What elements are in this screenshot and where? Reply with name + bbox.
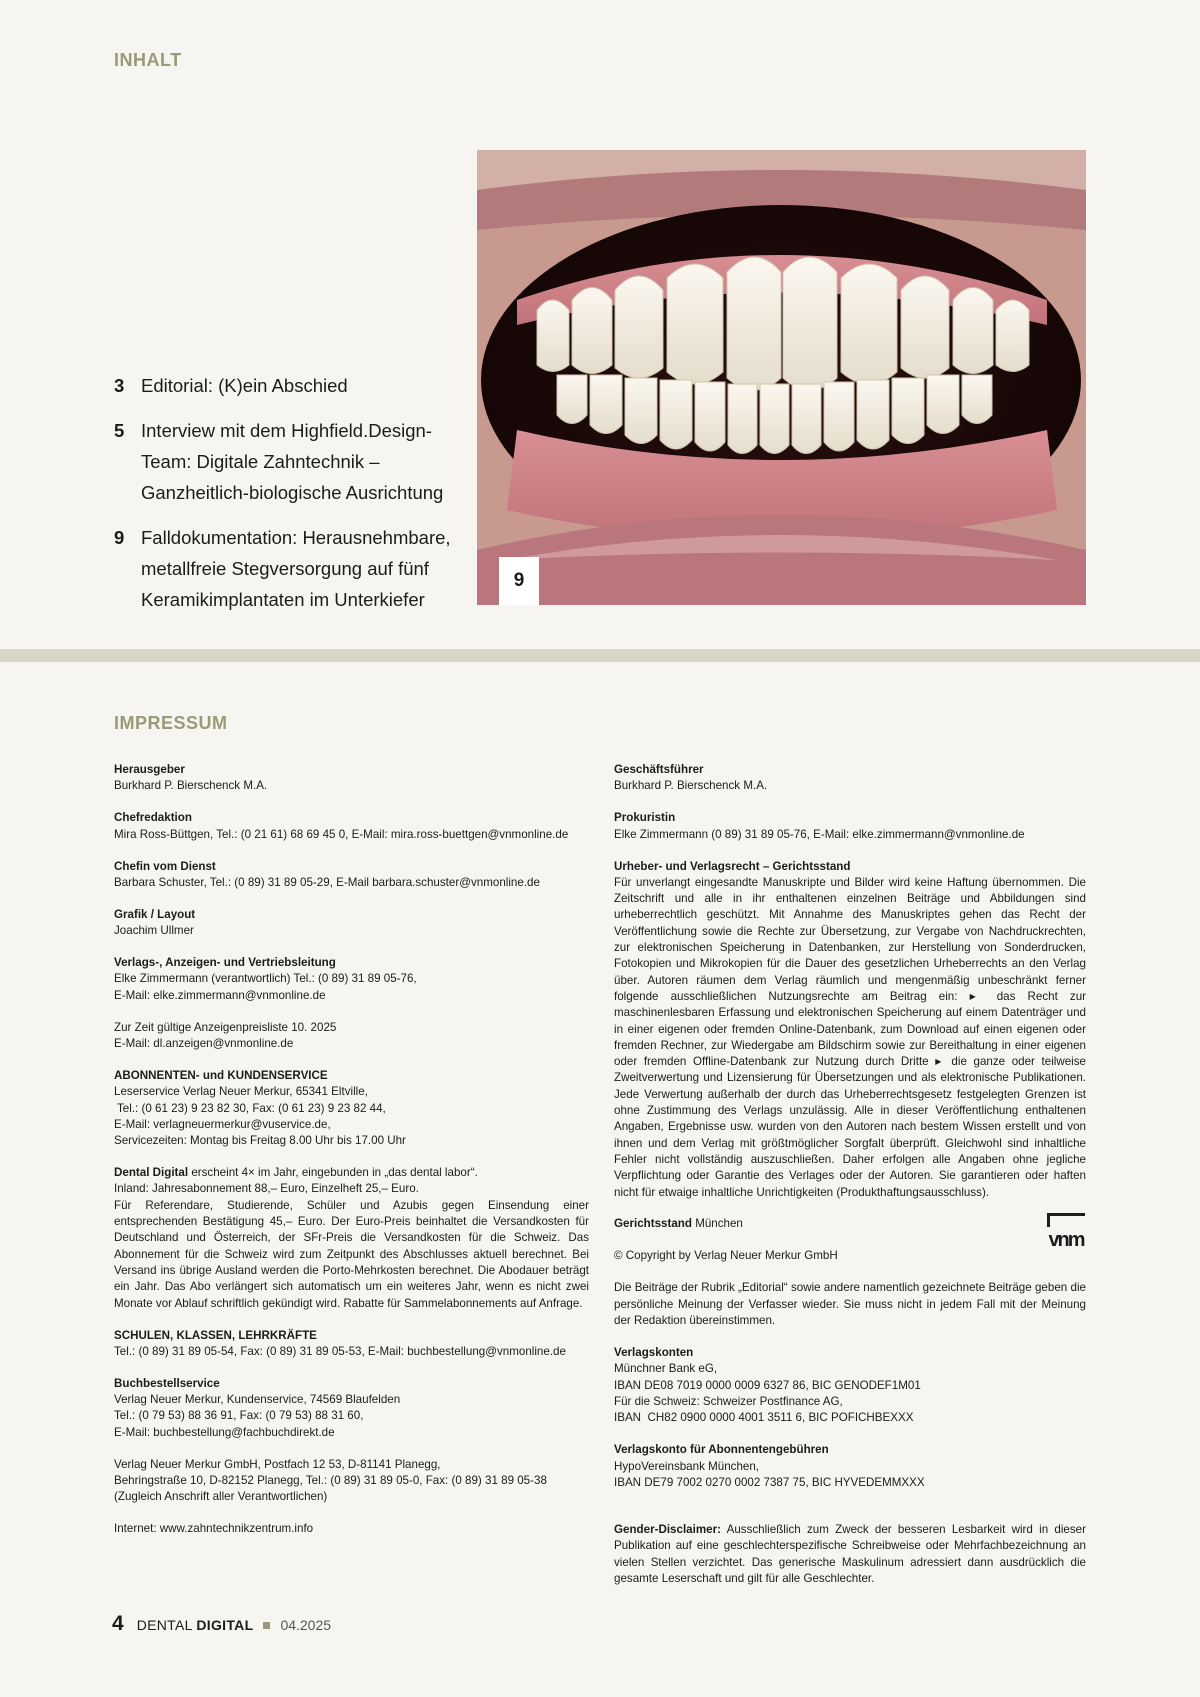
schulen-block [114, 1328, 589, 1361]
toc-title: Interview mit dem Highfield.Design-Team: Digitale Zahntechnik – Ganzheitlich-biologische Ausrichtung [141, 420, 444, 503]
chefredaktion-text: Mira Ross-Büttgen, Tel.: (0 21 61) 68 69 45 0, E-Mail: mira.ross-buettgen@vnmonline.de [114, 827, 569, 841]
gender-disclaimer-text: Ausschließlich zum Zweck der besseren Lesbarkeit wird in dieser Publikation auf eine geschlechterspezifische Schreibweise oder Mehrfachbezeichnung an vielen Stellen verzichtet. Das generische Maskulinum adressiert dann ausdrücklich die gesamte Leserschaft und gilt für alle Geschlechter. [614, 1523, 1086, 1585]
prokuristin-block [614, 810, 1086, 843]
chefredaktion-label: Chefredaktion [114, 811, 192, 825]
geschaeftsfuehrer-block [614, 762, 1086, 795]
dental-digital-preise: Inland: Jahresabonnement 88,– Euro, Einzelheft 25,– Euro. [114, 1182, 419, 1196]
verlagskonten-line: IBAN DE08 7019 0000 0009 6327 86, BIC GENODEF1M01 [614, 1378, 921, 1392]
copyright-text: © Copyright by Verlag Neuer Merkur GmbH [614, 1249, 838, 1263]
herausgeber-text: Burkhard P. Bierschenck M.A. [114, 779, 268, 793]
urheberrecht-label: Urheber- und Verlagsrecht – Gerichtsstand [614, 859, 851, 873]
grafik-block [114, 907, 589, 940]
chefin-vom-dienst-block [114, 859, 589, 892]
vnm-logo-text: vnm [1048, 1229, 1084, 1252]
gerichtsstand-text: München [691, 1217, 743, 1231]
verlagskonten-label: Verlagskonten [614, 1346, 694, 1360]
schulen-label: SCHULEN, KLASSEN, LEHRKRÄFTE [114, 1328, 317, 1342]
impressum-heading: IMPRESSUM [114, 713, 228, 733]
dental-digital-abo-text: Für Referendare, Studierende, Schüler und Azubis gegen Einsendung einer entsprechenden Bestätigung 45,– Euro. Der Euro-Preis beinhaltet die Versandkosten für Deutschland und Österreich, der SFr-Preis die Versandkosten für die Schweiz. Das Abonnement für die Schweiz wird zum Zeitpunkt des Abschlusses aktuell berechnet. Bei Versand ins übrige Ausland werden die Porto-Mehrkosten berechnet. Die Abodauer beträgt ein Jahr. Das Abo verlängert sich automatisch um ein weiteres Jahr, wenn es nicht zwei Monate vor Ablauf schriftlich gekündigt wird. Rabatte für Sammelabonnements auf Anfrage. [114, 1198, 589, 1310]
urheberrecht-block [614, 859, 1086, 1201]
dental-digital-erscheinung: erscheint 4× im Jahr, eingebunden in „das dental labor“. [188, 1166, 478, 1180]
toc-item[interactable] [114, 522, 459, 615]
dental-digital-name: Dental Digital [114, 1166, 189, 1180]
dental-digital-block [114, 1165, 589, 1312]
footer-issue: 04.2025 [280, 1617, 332, 1633]
verlagskonten-line: Für die Schweiz: Schweizer Postfinance AG, [614, 1394, 843, 1408]
prokuristin-label: Prokuristin [614, 811, 676, 825]
copyright-block [614, 1248, 1086, 1264]
editorial-note-block [614, 1280, 1086, 1329]
verlagskonten-block [614, 1345, 1086, 1426]
aboservice-line: Servicezeiten: Montag bis Freitag 8.00 Uhr bis 17.00 Uhr [114, 1134, 406, 1148]
aboservice-block [114, 1068, 589, 1149]
aboservice-line: Tel.: (0 61 23) 9 23 82 30, Fax: (0 61 23) 9 23 82 44, [117, 1101, 386, 1115]
gerichtsstand-label: Gerichtsstand [614, 1217, 692, 1231]
gender-disclaimer-block [614, 1522, 1086, 1587]
internet-link[interactable]: Internet: www.zahntechnikzentrum.info [114, 1522, 314, 1536]
verlagskonten-line: Münchner Bank eG, [614, 1362, 718, 1376]
toc-page-number: 5 [114, 420, 125, 441]
buchbestellservice-line: Verlag Neuer Merkur, Kundenservice, 74569 Blaufelden [114, 1393, 401, 1407]
anzeigen-preisliste: Zur Zeit gültige Anzeigenpreisliste 10. 2025 [114, 1020, 337, 1034]
buchbestellservice-block [114, 1376, 589, 1441]
verlagsleitung-block [114, 955, 589, 1004]
footer-magazine-name-part: DENTAL [136, 1617, 193, 1633]
anschrift-line: Verlag Neuer Merkur GmbH, Postfach 12 53, D-81141 Planegg, [114, 1457, 441, 1471]
bullet-arrow-icon: ▶ [935, 1057, 945, 1067]
anschrift-line: (Zugleich Anschrift aller Verantwortlichen) [114, 1490, 328, 1504]
bullet-arrow-icon: ▶ [969, 991, 985, 1001]
verlagsleitung-email: E-Mail: elke.zimmermann@vnmonline.de [114, 988, 326, 1002]
geschaeftsfuehrer-label: Geschäftsführer [614, 763, 704, 776]
photo-page-reference: 9 [499, 557, 539, 605]
page-footer [112, 1612, 331, 1636]
geschaeftsfuehrer-text: Burkhard P. Bierschenck M.A. [614, 779, 768, 793]
footer-separator-icon [263, 1622, 270, 1629]
abo-konto-block [614, 1442, 1086, 1491]
buchbestellservice-line: Tel.: (0 79 53) 88 36 91, Fax: (0 79 53) 88 31 60, [114, 1409, 364, 1423]
toc-page-number: 9 [114, 527, 125, 548]
verlagsleitung-label: Verlags-, Anzeigen- und Vertriebsleitung [114, 956, 336, 970]
aboservice-line: Leserservice Verlag Neuer Merkur, 65341 Eltville, [114, 1085, 368, 1099]
schulen-text: Tel.: (0 89) 31 89 05-54, Fax: (0 89) 31 89 05-53, E-Mail: buchbestellung@vnmonline.de [114, 1344, 566, 1358]
urheberrecht-text: Für unverlangt eingesandte Manuskripte und Bilder wird keine Haftung übernommen. Die Zeitschrift und alle in ihr enthaltenen einzelnen Beiträge und Abbildungen sind urheberrechtlich geschützt. Mit Annahme des Manuskriptes gehen das Recht der Veröffentlichung sowie die Rechte zur Übersetzung, zur Vergabe von Nachdruckrechten, zur elektronischen Speicherung in Datenbanken, zur Herstellung von Sonderdrucken, Fotokopien und Mikrokopien für die Dauer des gesetzlichen Urheberrechts an den Verlag über. Autoren räumen dem Verlag räumlich und mengenmäßig unbeschränkt ferner folgende ausschließlichen Nutzungsrechte am Beitrag ein: [614, 875, 1086, 1003]
grafik-label: Grafik / Layout [114, 907, 196, 921]
inhalt-heading: INHALT [114, 50, 182, 70]
aboservice-line: E-Mail: verlagneuermerkur@vuservice.de, [114, 1117, 331, 1131]
toc-title: Editorial: (K)ein Abschied [141, 375, 348, 396]
footer-magazine-name [137, 1617, 254, 1633]
dental-photo [477, 150, 1086, 605]
vnm-logo-icon [1046, 1212, 1086, 1252]
chefin-vom-dienst-label: Chefin vom Dienst [114, 859, 216, 873]
abo-konto-label: Verlagskonto für Abonnentengebühren [614, 1443, 829, 1457]
toc-item[interactable] [114, 370, 459, 401]
section-divider [0, 649, 1200, 662]
table-of-contents [114, 370, 459, 629]
gender-disclaimer-label: Gender-Disclaimer: [614, 1523, 721, 1537]
grafik-text: Joachim Ullmer [114, 924, 194, 938]
aboservice-label: ABONNENTEN- und KUNDENSERVICE [114, 1068, 328, 1082]
buchbestellservice-line: E-Mail: buchbestellung@fachbuchdirekt.de [114, 1425, 335, 1439]
buchbestellservice-label: Buchbestellservice [114, 1376, 220, 1390]
toc-item[interactable] [114, 415, 459, 508]
anzeigen-email: E-Mail: dl.anzeigen@vnmonline.de [114, 1037, 294, 1050]
herausgeber-block [114, 762, 589, 795]
anzeigen-block [114, 1020, 589, 1053]
verlagskonten-line: IBAN CH82 0900 0000 4001 3511 6, BIC POFICHBEXXX [614, 1411, 914, 1425]
abo-konto-line: HypoVereinsbank München, [614, 1459, 760, 1473]
chefin-vom-dienst-text: Barbara Schuster, Tel.: (0 89) 31 89 05-29, E-Mail barbara.schuster@vnmonline.de [114, 875, 540, 889]
editorial-note-text: Die Beiträge der Rubrik „Editorial“ sowie andere namentlich gezeichnete Beiträge geben die persönliche Meinung der Verfasser wieder. Sie muss nicht in jedem Fall mit der Meinung der Redaktion übereinstimmen. [614, 1281, 1086, 1328]
toc-title: Falldokumentation: Herausnehmbare, metallfreie Stegversorgung auf fünf Keramikimplantaten im Unterkiefer [141, 527, 451, 610]
urheberrecht-text: das Recht zur maschinenlesbaren Erfassung und elektronischen Speicherung auf einem Datenträger und in einer eigenen oder fremden Online-Datenbank, zum Download auf einen eigenen oder fremden Rechner, zur Wiedergabe am Bildschirm sowie zur Bereithaltung in einer eigenen oder fremden Offline-Datenbank zur Nutzung durch Dritte [614, 989, 1087, 1069]
footer-page-number: 4 [112, 1612, 124, 1635]
toc-page-number: 3 [114, 375, 125, 396]
anschrift-line: Behringstraße 10, D-82152 Planegg, Tel.: (0 89) 31 89 05-0, Fax: (0 89) 31 89 05-38 [114, 1473, 547, 1487]
abo-konto-line: IBAN DE79 7002 0270 0002 7387 75, BIC HYVEDEMMXXX [614, 1475, 925, 1489]
impressum-right-column [614, 762, 1086, 1603]
verlagsleitung-line: Elke Zimmermann (verantwortlich) Tel.: (0 89) 31 89 05-76, [114, 972, 417, 986]
prokuristin-text: Elke Zimmermann (0 89) 31 89 05-76, E-Mail: elke.zimmermann@vnmonline.de [614, 827, 1025, 841]
herausgeber-label: Herausgeber [114, 763, 185, 776]
anschrift-block [114, 1457, 589, 1506]
impressum-left-column [114, 762, 589, 1553]
chefredaktion-block [114, 810, 589, 843]
internet-block [114, 1521, 589, 1537]
urheberrecht-text: die ganze oder teilweise Zweitverwertung und Lizensierung für Übersetzungen und als elektronische Publikationen. Jede Verwertung außerhalb der durch das Urheberrechtsgesetz festgelegten Grenzen ist ohne Zustimmung des Verlags unzulässig. Alle in dieser Veröffentlichung enthaltenen Angaben, Ergebnisse usw. wurden von den Autoren nach bestem Wissen erstellt und von ihnen und dem Verlag mit größtmöglicher Sorgfalt überprüft. Gleichwohl sind inhaltliche Fehler nicht vollständig auszuschließen. Daher erfolgen alle Angaben ohne jegliche Verpflichtung oder Garantie des Verlages oder der Autoren. Sie garantieren oder haften nicht für etwaige inhaltliche Unrichtigkeiten (Produkthaftungsausschluss). [614, 1055, 1086, 1199]
footer-magazine-name-bold: DIGITAL [196, 1617, 254, 1633]
gerichtsstand-block [614, 1216, 1086, 1252]
